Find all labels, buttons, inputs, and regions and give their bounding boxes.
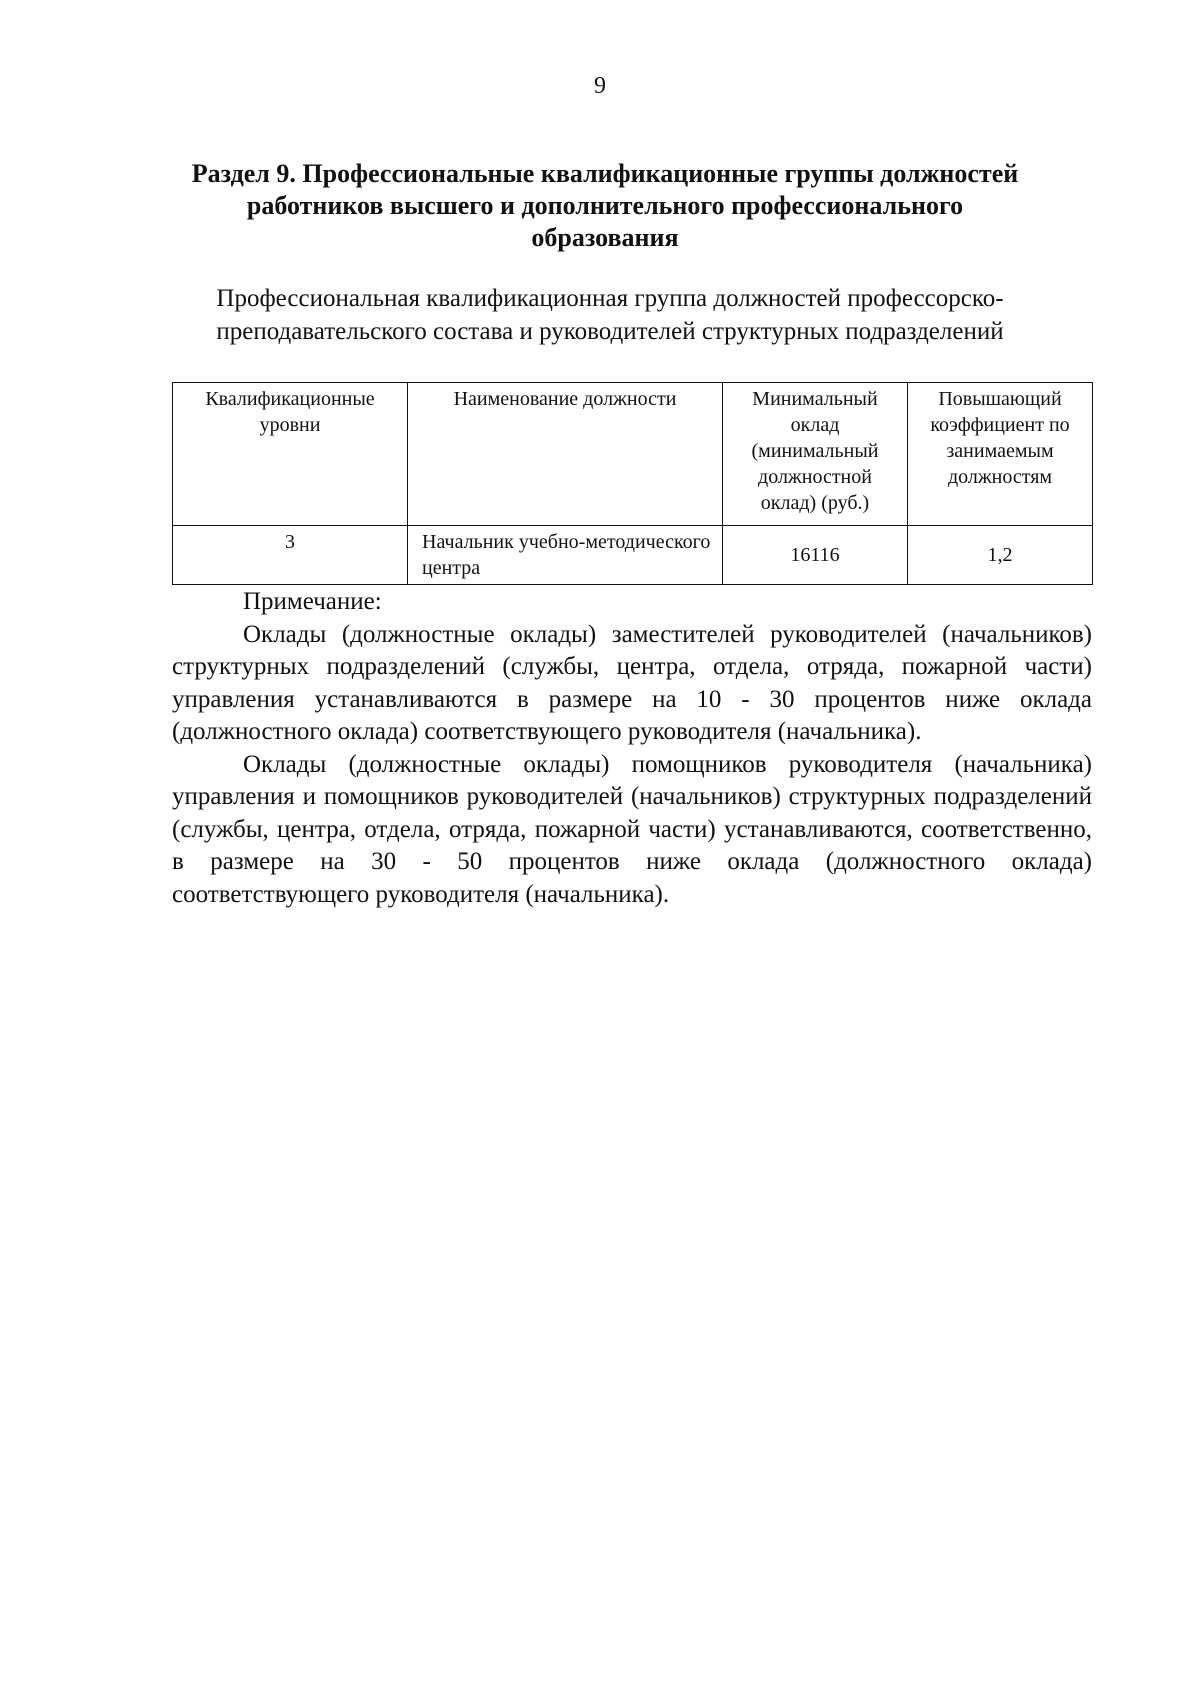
header-coefficient: Повышающий коэффициент по занимаемым должностям: [908, 383, 1093, 526]
section-title-line-1: Раздел 9. Профессиональные квалификационные группы должностей: [191, 159, 1019, 188]
cell-position: Начальник учебно-методического центра: [408, 526, 723, 585]
note-paragraph-1: Оклады (должностные оклады) заместителей руководителей (начальников) структурных подразделений (службы, центра, отдела, отряда, пожарной части) управления устанавливаются в размере на 10 - 30 процентов ниже оклада (должностного оклада) соответствующего руководителя (начальника).: [172, 620, 1092, 745]
qualification-table: [172, 382, 1093, 585]
header-position: Наименование должности: [408, 383, 723, 526]
section-title: [170, 158, 1040, 254]
table-header-row: [173, 383, 1093, 526]
group-title-line-1: Профессиональная квалификационная группа должностей профессорско-: [216, 285, 1004, 312]
note-label: Примечание:: [243, 588, 382, 615]
note-section: [172, 586, 1092, 911]
cell-level: 3: [173, 526, 408, 585]
group-title: [160, 282, 1060, 348]
page-number: 9: [594, 73, 606, 99]
cell-coefficient: 1,2: [908, 526, 1093, 585]
header-salary: Минимальный оклад (минимальный должностной оклад) (руб.): [723, 383, 908, 526]
table-row: [173, 526, 1093, 585]
section-title-line-3: образования: [531, 223, 679, 252]
section-title-line-2: работников высшего и дополнительного профессионального: [246, 191, 964, 220]
header-level: Квалификационные уровни: [173, 383, 408, 526]
group-title-line-2: преподавательского состава и руководителей структурных подразделений: [216, 318, 1004, 345]
note-paragraph-2: Оклады (должностные оклады) помощников руководителя (начальника) управления и помощников руководителей (начальников) структурных подразделений (службы, центра, отдела, отряда, пожарной части) устанавливаются, соответственно, в размере на 30 - 50 процентов ниже оклада (должностного оклада) соответствующего руководителя (начальника).: [172, 750, 1092, 908]
cell-salary: 16116: [723, 526, 908, 585]
